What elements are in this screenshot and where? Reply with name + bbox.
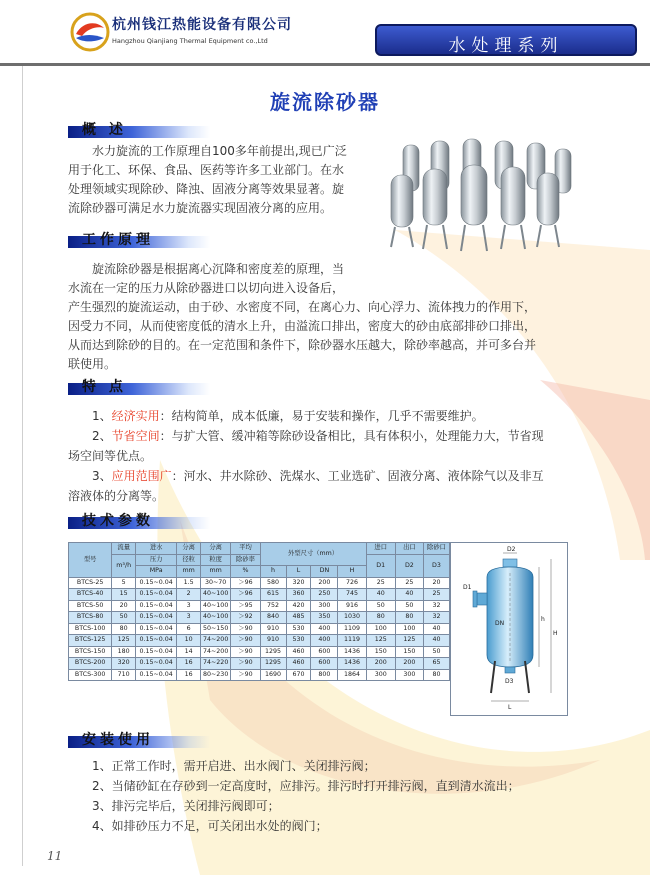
spec-cell: 16: [177, 658, 201, 670]
spec-cell: 1295: [260, 646, 286, 658]
company-name-en: Hangzhou Qianjiang Thermal Equipment co.,Ltd: [112, 37, 268, 45]
feature-item: [68, 466, 588, 486]
spec-row: [69, 589, 450, 601]
page-number: 11: [47, 849, 63, 863]
spec-cell: 0.15~0.04: [136, 577, 177, 589]
spec-cell: 320: [112, 658, 136, 670]
feature-keyword: 经济实用: [111, 409, 160, 423]
spec-cell: ＞92: [231, 612, 260, 624]
spec-cell: 200: [311, 577, 338, 589]
spec-cell: 0.15~0.04: [136, 623, 177, 635]
spec-cell: 80: [423, 669, 449, 681]
spec-cell: 0.15~0.04: [136, 669, 177, 681]
spec-header-sep-diameter-unit: mm: [177, 566, 201, 578]
spec-cell: 125: [366, 635, 395, 647]
qianjiang-logo-icon: [70, 12, 110, 52]
spec-cell: 80~230: [201, 669, 231, 681]
spec-cell: 400: [311, 635, 338, 647]
spec-cell: 180: [112, 646, 136, 658]
spec-cell: 300: [395, 669, 423, 681]
spec-cell: BTCS-80: [69, 612, 112, 624]
spec-cell: 200: [395, 658, 423, 670]
spec-cell: 1119: [338, 635, 366, 647]
feature-text: ：河水、井水除砂、洗煤水、工业选矿、固液分离、液体除气以及非互: [171, 469, 544, 483]
feature-continuation: 溶液体的分离等。: [68, 489, 165, 503]
spec-cell: 460: [286, 658, 311, 670]
spec-header-rate-2: 除砂率: [231, 554, 260, 566]
spec-row: [69, 612, 450, 624]
spec-header-pressure-unit: MPa: [136, 566, 177, 578]
spec-row: [69, 669, 450, 681]
principle-line: 从而达到除砂的目的。在一定范围和条件下，除砂器水压越大，除砂率越高，并可多台并: [68, 338, 537, 352]
spec-header-d1: D1: [366, 554, 395, 577]
section-heading-text: 概 述: [82, 122, 127, 138]
spec-cell: 1.5: [177, 577, 201, 589]
spec-cell: 745: [338, 589, 366, 601]
spec-cell: 0.15~0.04: [136, 600, 177, 612]
product-photo-desanders: [383, 135, 583, 253]
install-step: 1、正常工作时，需开启进、出水阀门、关闭排污阀；: [92, 759, 376, 773]
spec-header-rate: 平均: [231, 543, 260, 555]
feature-item: [68, 426, 588, 446]
series-badge: [375, 24, 637, 56]
spec-cell: ＞96: [231, 589, 260, 601]
spec-header-rate-unit: %: [231, 566, 260, 578]
spec-cell: BTCS-125: [69, 635, 112, 647]
spec-cell: 25: [423, 589, 449, 601]
spec-cell: 50~150: [201, 623, 231, 635]
spec-cell: BTCS-150: [69, 646, 112, 658]
spec-cell: 200: [366, 658, 395, 670]
spec-cell: 600: [311, 658, 338, 670]
spec-cell: 840: [260, 612, 286, 624]
header-divider: [0, 63, 650, 66]
feature-keyword: 节省空间: [111, 429, 160, 443]
spec-header-sand-outlet: 除砂口: [423, 543, 449, 555]
spec-cell: BTCS-25: [69, 577, 112, 589]
series-label: 水处理系列: [448, 36, 564, 56]
feature-text: ：与扩大管、缓冲箱等除砂设备相比，具有体积小，处理能力大，节省现: [159, 429, 544, 443]
overview-line: 处理领域实现除砂、降浊、固液分离等效果显著。旋: [68, 182, 345, 196]
spec-table-body: [69, 577, 450, 681]
spec-cell: 726: [338, 577, 366, 589]
overview-paragraph: [68, 142, 380, 218]
spec-cell: 50: [423, 646, 449, 658]
spec-cell: ＞90: [231, 658, 260, 670]
spec-cell: 320: [286, 577, 311, 589]
feature-number: 1、: [92, 409, 112, 423]
spec-cell: 3: [177, 600, 201, 612]
spec-header-flow-unit: m³/h: [112, 554, 136, 577]
spec-cell: 20: [423, 577, 449, 589]
spec-cell: 615: [260, 589, 286, 601]
spec-header-model: 型号: [69, 543, 112, 578]
spec-cell: 150: [366, 646, 395, 658]
section-heading-principle: [68, 232, 210, 248]
spec-cell: ＞90: [231, 623, 260, 635]
spec-cell: 2: [177, 589, 201, 601]
spec-cell: 752: [260, 600, 286, 612]
spec-cell: 600: [311, 646, 338, 658]
spec-header-flow: 流量: [112, 543, 136, 555]
spec-header-sep-size-unit: mm: [201, 566, 231, 578]
spec-cell: 530: [286, 635, 311, 647]
spec-cell: 485: [286, 612, 311, 624]
spec-cell: BTCS-100: [69, 623, 112, 635]
section-heading-text: 特 点: [82, 379, 127, 395]
spec-header-pressure-2: 压力: [136, 554, 177, 566]
spec-header-pressure: 进水: [136, 543, 177, 555]
install-step: 2、当储砂缸在存砂到一定高度时，应排污。排污时打开排污阀，直到清水流出；: [92, 779, 520, 793]
spec-header-d2: D2: [395, 554, 423, 577]
spec-cell: 916: [338, 600, 366, 612]
desander-diagram-icon: [451, 543, 567, 715]
page-title: 旋流除砂器: [270, 90, 380, 114]
spec-cell: 32: [423, 600, 449, 612]
section-heading-text: 技术参数: [82, 513, 154, 529]
spec-cell: 460: [286, 646, 311, 658]
spec-cell: 30~70: [201, 577, 231, 589]
spec-cell: 0.15~0.04: [136, 646, 177, 658]
spec-cell: 100: [395, 623, 423, 635]
spec-cell: 100: [366, 623, 395, 635]
principle-line: 因受力不同，从而使密度低的清水上升，由溢流口排出，密度大的砂由底部排砂口排出，: [68, 319, 537, 333]
spec-cell: ＞96: [231, 577, 260, 589]
spec-header-l: L: [286, 566, 311, 578]
spec-cell: 125: [395, 635, 423, 647]
spec-cell: 1436: [338, 658, 366, 670]
feature-item: [68, 406, 588, 426]
spec-header-sep-diameter-2: 径粒: [177, 554, 201, 566]
spec-cell: 80: [112, 623, 136, 635]
spec-cell: 6: [177, 623, 201, 635]
spec-row: [69, 635, 450, 647]
spec-cell: 25: [366, 577, 395, 589]
spec-cell: 1690: [260, 669, 286, 681]
spec-cell: 150: [395, 646, 423, 658]
spec-cell: 125: [112, 635, 136, 647]
spec-header-sep-size: 分离: [201, 543, 231, 555]
spec-cell: 74~220: [201, 658, 231, 670]
spec-cell: 20: [112, 600, 136, 612]
spec-cell: 40~100: [201, 589, 231, 601]
spec-header-d3: D3: [423, 554, 449, 577]
spec-cell: BTCS-200: [69, 658, 112, 670]
spec-cell: ＞90: [231, 646, 260, 658]
feature-continuation: 场空间等优点。: [68, 449, 153, 463]
spec-cell: BTCS-50: [69, 600, 112, 612]
spec-cell: 32: [423, 612, 449, 624]
diagram-label-L: L: [508, 704, 512, 711]
spec-row: [69, 646, 450, 658]
spec-cell: 50: [366, 600, 395, 612]
principle-line: 水流在一定的压力从除砂器进口以切向进入设备后，: [68, 281, 345, 295]
company-name-cn: 杭州钱江热能设备有限公司: [112, 17, 292, 33]
overview-line: 用于化工、环保、食品、医药等许多工业部门。在水: [68, 163, 345, 177]
spec-cell: 800: [311, 669, 338, 681]
spec-header-sep-diameter: 分离: [177, 543, 201, 555]
section-heading-text: 工作原理: [82, 232, 154, 248]
section-heading-overview: [68, 122, 210, 138]
spec-cell: 74~200: [201, 646, 231, 658]
diagram-label-dn: DN: [495, 620, 505, 627]
spec-cell: 5: [112, 577, 136, 589]
spec-cell: 15: [112, 589, 136, 601]
spec-cell: 40: [423, 623, 449, 635]
spec-cell: 80: [366, 612, 395, 624]
left-margin-rule: [22, 66, 23, 866]
overview-line: 流除砂器可满足水力旋流器实现固液分离的应用。: [68, 201, 333, 215]
spec-cell: 580: [260, 577, 286, 589]
spec-cell: 910: [260, 635, 286, 647]
spec-cell: ＞95: [231, 600, 260, 612]
feature-number: 3、: [92, 469, 112, 483]
spec-cell: 1295: [260, 658, 286, 670]
spec-cell: 65: [423, 658, 449, 670]
spec-cell: 0.15~0.04: [136, 658, 177, 670]
overview-line: 水力旋流的工作原理自100多年前提出,现已广泛: [92, 144, 347, 158]
spec-cell: 360: [286, 589, 311, 601]
spec-cell: 250: [311, 589, 338, 601]
spec-cell: 50: [112, 612, 136, 624]
spec-row: [69, 623, 450, 635]
section-heading-install: [68, 732, 210, 748]
principle-paragraph: [68, 260, 588, 374]
spec-table: [68, 542, 450, 681]
principle-line: 旋流除砂器是根据离心沉降和密度差的原理，当: [92, 262, 345, 276]
install-step: 4、如排砂压力不足，可关闭出水处的阀门；: [92, 819, 328, 833]
feature-text: ：结构简单，成本低廉，易于安装和操作，几乎不需要维护。: [159, 409, 484, 423]
diagram-label-d2: D2: [507, 546, 516, 553]
spec-cell: 50: [395, 600, 423, 612]
diagram-label-h: h: [541, 616, 545, 623]
spec-header-sep-size-2: 粒度: [201, 554, 231, 566]
spec-header-inlet: 进口: [366, 543, 395, 555]
spec-header-h: h: [260, 566, 286, 578]
diagram-label-d3: D3: [505, 678, 514, 685]
install-step: 3、排污完毕后，关闭排污阀即可；: [92, 799, 280, 813]
spec-cell: 80: [395, 612, 423, 624]
spec-cell: BTCS-300: [69, 669, 112, 681]
spec-row: [69, 600, 450, 612]
spec-cell: 1864: [338, 669, 366, 681]
diagram-label-d1: D1: [463, 584, 472, 591]
spec-cell: 710: [112, 669, 136, 681]
spec-cell: 0.15~0.04: [136, 589, 177, 601]
principle-line: 产生强烈的旋流运动，由于砂、水密度不同，在离心力、向心浮力、流体拽力的作用下，: [68, 300, 537, 314]
spec-cell: 400: [311, 623, 338, 635]
spec-cell: 40~100: [201, 600, 231, 612]
principle-line: 联使用。: [68, 357, 117, 371]
spec-cell: ＞90: [231, 669, 260, 681]
spec-cell: 420: [286, 600, 311, 612]
section-heading-text: 安装使用: [82, 732, 154, 748]
spec-header-H: H: [338, 566, 366, 578]
spec-cell: 10: [177, 635, 201, 647]
spec-cell: 530: [286, 623, 311, 635]
spec-cell: 300: [311, 600, 338, 612]
desander-dimension-diagram: [450, 542, 568, 716]
spec-cell: 16: [177, 669, 201, 681]
spec-row: [69, 658, 450, 670]
spec-header-dn: DN: [311, 566, 338, 578]
spec-cell: 40: [366, 589, 395, 601]
spec-cell: 670: [286, 669, 311, 681]
spec-cell: BTCS-40: [69, 589, 112, 601]
spec-header-outlet: 出口: [395, 543, 423, 555]
spec-header-dimensions: 外型尺寸（mm）: [260, 543, 366, 566]
spec-cell: 910: [260, 623, 286, 635]
section-heading-features: [68, 379, 210, 395]
spec-cell: 40: [395, 589, 423, 601]
features-list: [68, 406, 588, 506]
section-heading-specs: [68, 513, 210, 529]
spec-cell: 0.15~0.04: [136, 612, 177, 624]
diagram-label-H: H: [553, 630, 558, 637]
spec-cell: 350: [311, 612, 338, 624]
spec-cell: 40: [423, 635, 449, 647]
spec-cell: 300: [366, 669, 395, 681]
spec-cell: ＞90: [231, 635, 260, 647]
install-list: [92, 756, 592, 836]
spec-row: [69, 577, 450, 589]
spec-cell: 0.15~0.04: [136, 635, 177, 647]
feature-number: 2、: [92, 429, 112, 443]
spec-cell: 1030: [338, 612, 366, 624]
spec-cell: 40~100: [201, 612, 231, 624]
spec-cell: 3: [177, 612, 201, 624]
spec-cell: 25: [395, 577, 423, 589]
spec-cell: 74~200: [201, 635, 231, 647]
spec-cell: 1436: [338, 646, 366, 658]
spec-cell: 14: [177, 646, 201, 658]
feature-keyword: 应用范围广: [111, 469, 172, 483]
spec-cell: 1109: [338, 623, 366, 635]
